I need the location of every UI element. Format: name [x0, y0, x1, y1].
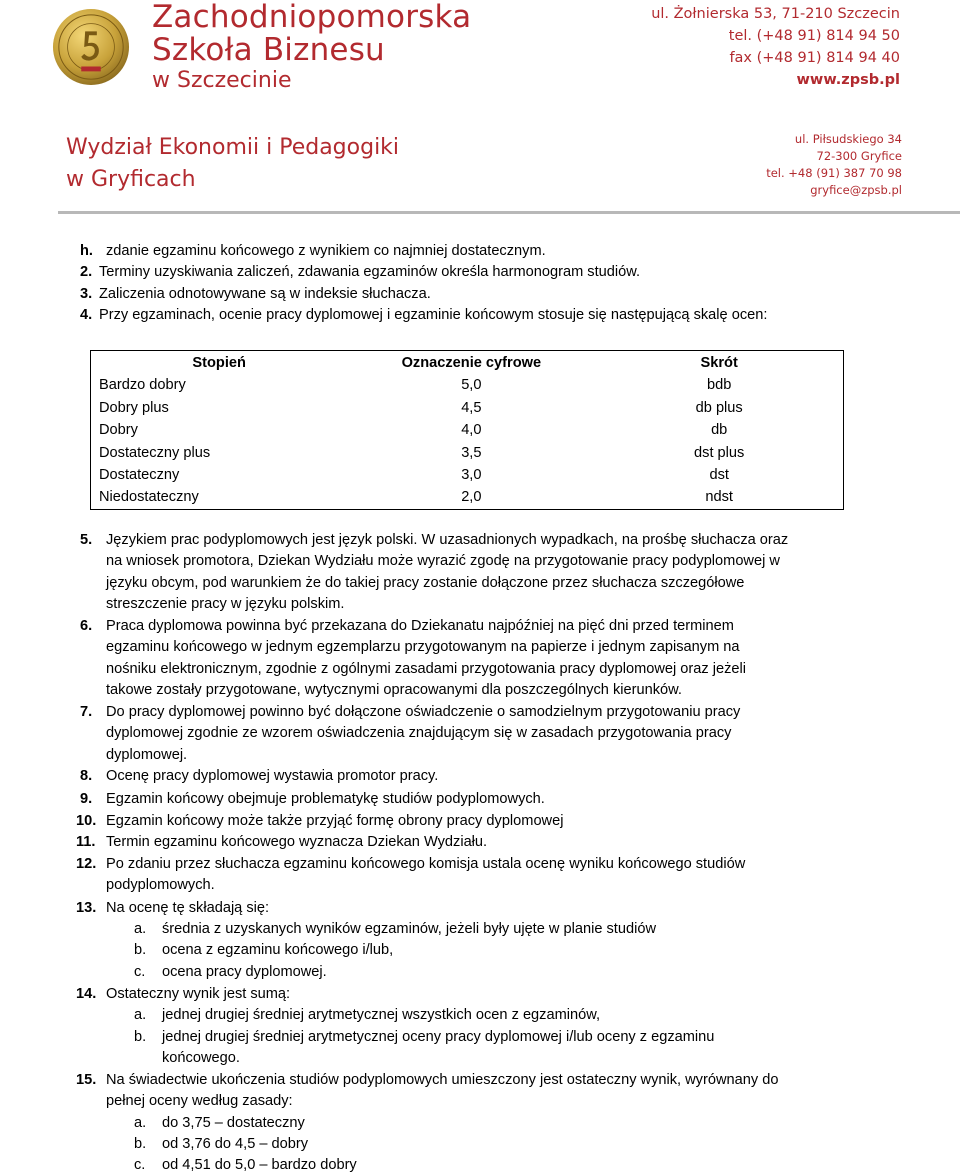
item-number: 5.	[80, 532, 93, 548]
item-line: jednej drugiej średniej arytmetycznej oceny pracy dyplomowej i/lub oceny z egzaminu	[162, 1029, 715, 1045]
faculty-line2: w Gryficach	[66, 167, 196, 192]
sub-item-text: od 3,76 do 4,5 – dobry	[162, 1136, 309, 1152]
item-line: egzaminu końcowego w jednym egzemplarzu przygotowanym na papierze i jednym zapisanym na	[106, 639, 740, 656]
sub-item-letter: b.	[134, 1029, 147, 1045]
school-name-line3: w Szczecinie	[152, 68, 292, 93]
item-line: na wniosek promotora, Dziekan Wydziału może wyrazić zgodę na przygotowanie pracy podyplomowej w	[106, 553, 780, 570]
school-name-line2: Szkoła Biznesu	[152, 32, 385, 68]
branch-email-link[interactable]: gryfice@zpsb.pl	[810, 183, 902, 197]
branch-tel: tel. +48 (91) 387 70 98	[766, 166, 902, 180]
item-number: 12.	[76, 856, 97, 872]
item-number: h.	[80, 243, 93, 259]
table-header-row	[91, 351, 844, 376]
cell-abbreviation: dst	[709, 467, 729, 484]
hq-website-link[interactable]: www.zpsb.pl	[796, 72, 900, 88]
cell-grade: Dostateczny plus	[99, 444, 211, 461]
item-number: 13.	[76, 900, 97, 916]
cell-abbreviation: db	[711, 422, 728, 439]
item-number: 9.	[80, 791, 93, 807]
item-text: Ocenę pracy dyplomowej wystawia promotor pracy.	[106, 768, 439, 784]
cell-abbreviation: ndst	[705, 489, 733, 506]
item-number: 8.	[80, 768, 93, 784]
table-row	[91, 397, 844, 419]
sub-item-letter: c.	[134, 964, 146, 980]
cell-numeric: 5,0	[461, 377, 482, 394]
faculty-title	[66, 132, 399, 196]
cell-grade: Niedostateczny	[99, 489, 199, 506]
item-line: końcowego.	[162, 1050, 240, 1067]
item-line: streszczenie pracy w języku polskim.	[106, 596, 345, 613]
cell-numeric: 2,0	[461, 489, 482, 506]
sub-item-letter: b.	[134, 1136, 147, 1152]
col-header-numeric: Oznaczenie cyfrowe	[401, 355, 542, 372]
item-number: 10.	[76, 813, 97, 829]
table-row	[91, 442, 844, 464]
school-seal-logo	[52, 8, 130, 86]
cell-numeric: 3,5	[461, 444, 482, 461]
table-row	[91, 420, 844, 442]
item-text: Termin egzaminu końcowego wyznacza Dziekan Wydziału.	[106, 834, 488, 850]
cell-numeric: 4,5	[461, 399, 482, 416]
item-line: Praca dyplomowa powinna być przekazana do Dziekanatu najpóźniej na pięć dni przed terminem	[106, 618, 734, 634]
hq-address: ul. Żołnierska 53, 71-210 Szczecin	[651, 6, 900, 22]
branch-address: ul. Piłsudskiego 34	[794, 132, 902, 146]
cell-numeric: 4,0	[461, 422, 482, 439]
branch-city: 72-300 Gryfice	[816, 149, 902, 163]
item-number: 4.	[80, 307, 93, 323]
item-line: Do pracy dyplomowej powinno być dołączone oświadczenie o samodzielnym przygotowaniu pracy	[106, 704, 741, 720]
table-row	[91, 465, 844, 487]
sub-item-letter: a.	[134, 1007, 147, 1023]
school-name-line1: Zachodniopomorska	[152, 0, 472, 35]
item-text	[106, 616, 871, 702]
faculty-line1: Wydział Ekonomii i Pedagogiki	[66, 135, 400, 160]
item-number: 2.	[80, 264, 93, 280]
item-text: Egzamin końcowy obejmuje problematykę studiów podyplomowych.	[106, 791, 545, 807]
table-row	[91, 375, 844, 397]
grading-scale-table	[90, 350, 844, 510]
sub-item-text	[162, 1027, 871, 1070]
cell-grade: Dobry plus	[99, 399, 169, 416]
item-number: 7.	[80, 704, 93, 720]
sub-item-letter: b.	[134, 942, 147, 958]
item-line: języku obcym, pod warunkiem że do takiej pracy zostanie dołączone przez słuchacza szczegółowe	[106, 574, 745, 591]
school-name	[152, 2, 471, 92]
item-line: dyplomowej zgodnie ze wzorem oświadczenia znajdującym się w zasadach przygotowania pracy	[106, 725, 732, 742]
item-text	[106, 702, 871, 766]
item-line: nośniku elektronicznym, zgodnie z ogólnymi zasadami przygotowania pracy dyplomowej oraz jeżeli	[106, 660, 747, 677]
sub-item-text: do 3,75 – dostateczny	[162, 1115, 305, 1131]
table-row	[91, 487, 844, 510]
item-line: Językiem prac podyplomowych jest język polski. W uzasadnionych wypadkach, na prośbę słuchacza oraz	[106, 532, 789, 548]
cell-grade: Dostateczny	[99, 467, 180, 484]
item-text: Zaliczenia odnotowywane są w indeksie słuchacza.	[99, 286, 431, 302]
item-line: podyplomowych.	[106, 877, 215, 894]
item-text	[106, 854, 871, 897]
item-text: zdanie egzaminu końcowego z wynikiem co najmniej dostatecznym.	[106, 243, 546, 259]
sub-item-text: ocena pracy dyplomowej.	[162, 964, 327, 980]
item-text	[106, 1070, 871, 1113]
header-divider	[58, 211, 960, 214]
headquarters-contact	[651, 3, 900, 91]
sub-item-text: ocena z egzaminu końcowego i/lub,	[162, 942, 394, 958]
col-header-grade: Stopień	[192, 355, 246, 372]
col-header-abbreviation: Skrót	[700, 355, 738, 372]
cell-grade: Bardzo dobry	[99, 377, 186, 394]
sub-item-letter: a.	[134, 921, 147, 937]
item-number: 14.	[76, 986, 97, 1002]
cell-numeric: 3,0	[461, 467, 482, 484]
item-text: Na ocenę tę składają się:	[106, 900, 270, 916]
item-text: Terminy uzyskiwania zaliczeń, zdawania egzaminów określa harmonogram studiów.	[99, 264, 641, 280]
sub-item-text: średnia z uzyskanych wyników egzaminów, jeżeli były ujęte w planie studiów	[162, 921, 656, 937]
item-line: pełnej oceny według zasady:	[106, 1093, 293, 1110]
cell-grade: Dobry	[99, 422, 138, 439]
sub-item-letter: c.	[134, 1157, 146, 1173]
hq-fax: fax (+48 91) 814 94 40	[729, 50, 900, 66]
cell-abbreviation: bdb	[707, 377, 732, 394]
branch-contact	[766, 131, 902, 199]
cell-abbreviation: db plus	[695, 399, 743, 416]
item-number: 3.	[80, 286, 93, 302]
item-line: dyplomowej.	[106, 746, 188, 763]
item-text: Przy egzaminach, ocenie pracy dyplomowej i egzaminie końcowym stosuje się następującą skalę ocen:	[99, 307, 768, 323]
cell-abbreviation: dst plus	[694, 444, 745, 461]
sub-item-text: jednej drugiej średniej arytmetycznej wszystkich ocen z egzaminów,	[162, 1007, 601, 1023]
item-number: 15.	[76, 1072, 97, 1088]
sub-item-text: od 4,51 do 5,0 – bardzo dobry	[162, 1157, 357, 1173]
item-line: takowe zostały przygotowane, wytycznymi opracowanymi dla poszczególnych kierunków.	[106, 682, 682, 699]
item-text: Egzamin końcowy może także przyjąć formę obrony pracy dyplomowej	[106, 813, 564, 829]
item-text	[106, 530, 871, 616]
item-number: 6.	[80, 618, 93, 634]
letterhead	[0, 0, 960, 215]
item-text: Ostateczny wynik jest sumą:	[106, 986, 291, 1002]
sub-item-letter: a.	[134, 1115, 147, 1131]
hq-tel: tel. (+48 91) 814 94 50	[728, 28, 900, 44]
item-line: Po zdaniu przez słuchacza egzaminu końcowego komisja ustala ocenę wyniku końcowego studiów	[106, 856, 746, 872]
item-number: 11.	[76, 834, 96, 850]
item-line: Na świadectwie ukończenia studiów podyplomowych umieszczony jest ostateczny wynik, wyrównany do	[106, 1072, 779, 1088]
